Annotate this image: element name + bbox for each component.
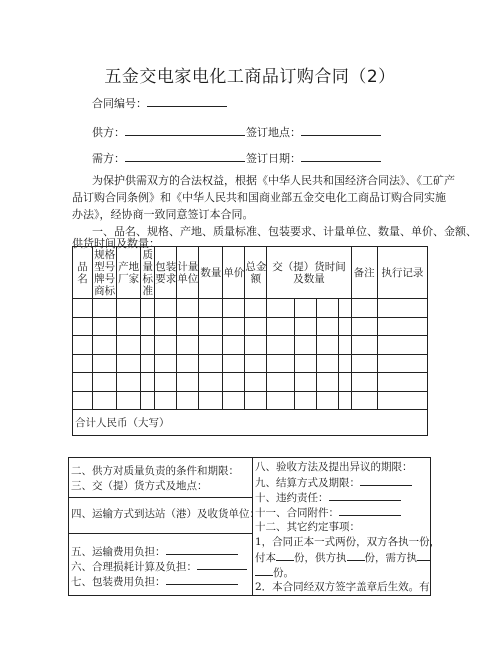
col-header-name: 品名 bbox=[73, 247, 93, 299]
buyer-row bbox=[92, 150, 245, 166]
copies-field-2[interactable] bbox=[347, 550, 365, 561]
clause-11-field[interactable] bbox=[339, 505, 401, 516]
copies-field-4[interactable] bbox=[255, 565, 273, 576]
table-row[interactable] bbox=[73, 391, 428, 410]
col-header-price: 单价 bbox=[223, 247, 245, 299]
items-table bbox=[72, 246, 428, 436]
table-row[interactable] bbox=[73, 317, 428, 336]
table-header-row bbox=[73, 247, 428, 299]
col-header-delivery: 交（提）货时间及数量 bbox=[267, 247, 351, 299]
supplier-row bbox=[92, 124, 245, 140]
clause-10-field[interactable] bbox=[329, 490, 401, 501]
table-row[interactable] bbox=[73, 373, 428, 392]
supplier-field[interactable] bbox=[125, 125, 245, 136]
intro-line-2: 品订购合同条例》和《中华人民共和国商业部五金交电化工商品订购合同实施 bbox=[72, 191, 446, 204]
clause-12-1b-part3: 份，需方执 bbox=[364, 552, 417, 564]
clause-5-row bbox=[71, 544, 250, 559]
clause-6-row bbox=[71, 559, 250, 574]
section1-line-1: 一、品名、规格、产地、质量标准、包装要求、计量单位、数量、单价、金额、 bbox=[92, 225, 477, 238]
clause-4: 四、运输方式到达站（港）及收货单位： bbox=[71, 508, 260, 521]
contract-no-field[interactable] bbox=[147, 96, 227, 107]
sign-date-field[interactable] bbox=[301, 151, 381, 162]
col-header-qty: 数量 bbox=[199, 247, 223, 299]
intro-line-1: 为保护供需双方的合法权益，根据《中华人民共和国经济合同法》、《工矿产 bbox=[92, 174, 455, 187]
clause-5-field[interactable] bbox=[166, 544, 238, 555]
sign-date-row bbox=[246, 150, 381, 166]
col-header-remark: 备注 bbox=[351, 247, 377, 299]
clause-12-1c-row bbox=[255, 565, 428, 580]
clause-12-1b-part1: 付本 bbox=[255, 552, 276, 564]
clause-6: 六、合理损耗计算及负担： bbox=[71, 561, 197, 574]
col-header-exec: 执行记录 bbox=[377, 247, 427, 299]
clause-3: 三、交（提）货方式及地点： bbox=[71, 480, 208, 492]
clause-10-row bbox=[255, 490, 428, 505]
clauses-left-bottom bbox=[69, 534, 253, 596]
col-header-pack: 包装要求 bbox=[155, 247, 177, 299]
buyer-field[interactable] bbox=[125, 151, 245, 162]
clause-12-1c: 份。 bbox=[273, 567, 294, 579]
page-title: 五金交电家电化工商品订购合同（2） bbox=[104, 67, 396, 87]
copies-field-1[interactable] bbox=[276, 550, 294, 561]
sign-place-label: 签订地点： bbox=[246, 126, 301, 139]
clauses-table bbox=[68, 457, 441, 596]
sign-place-field[interactable] bbox=[301, 125, 381, 136]
table-row[interactable] bbox=[73, 299, 428, 318]
clause-11-row bbox=[255, 505, 428, 520]
supplier-label: 供方： bbox=[92, 126, 125, 139]
section1-line-2: 供货时间及数量： bbox=[72, 237, 160, 250]
col-header-quality: 质量标准 bbox=[142, 248, 153, 297]
clause-9-row bbox=[255, 475, 428, 490]
clause-12-1a: 1，合同正本一式两份，双方各执一份， bbox=[255, 536, 441, 548]
clause-6-field[interactable] bbox=[197, 559, 247, 570]
contract-no-row bbox=[92, 95, 227, 111]
clause-12-1b-row bbox=[255, 550, 428, 565]
clause-9-field[interactable] bbox=[360, 475, 412, 486]
intro-line-3: 办法》，经协商一致同意签订本合同。 bbox=[72, 208, 254, 221]
col-header-unit: 计量单位 bbox=[177, 247, 199, 299]
buyer-label: 需方： bbox=[92, 152, 125, 165]
table-total-row bbox=[73, 410, 428, 436]
clauses-right bbox=[253, 458, 441, 596]
col-header-origin: 产地厂家 bbox=[117, 247, 141, 299]
clause-7: 七、包装费用负担： bbox=[71, 576, 166, 589]
clause-7-field[interactable] bbox=[166, 574, 238, 585]
col-header-total: 总金额 bbox=[245, 247, 267, 299]
sign-place-row bbox=[246, 124, 381, 140]
sign-date-label: 签订日期： bbox=[246, 152, 301, 165]
copies-field-3[interactable] bbox=[417, 550, 431, 561]
clause-12: 十二、其它约定事项： bbox=[255, 521, 360, 533]
clauses-left-top bbox=[69, 458, 253, 498]
contract-no-label: 合同编号： bbox=[92, 97, 147, 110]
clauses-left-mid bbox=[69, 498, 260, 534]
clause-11: 十一、合同附件： bbox=[255, 507, 339, 519]
clause-5: 五、运输费用负担： bbox=[71, 546, 166, 559]
table-row[interactable] bbox=[73, 336, 428, 355]
col-header-spec: 规格型号牌号商标 bbox=[94, 248, 116, 297]
clause-10: 十、违约责任： bbox=[255, 492, 329, 504]
clause-7-row bbox=[71, 574, 250, 589]
clause-8: 八、验收方法及提出异议的期限： bbox=[255, 461, 413, 473]
total-rmb-label[interactable]: 合计人民币（大写） bbox=[73, 410, 428, 436]
clause-9: 九、结算方式及期限： bbox=[255, 477, 360, 489]
clause-12-1b-part2: 份，供方执 bbox=[294, 552, 347, 564]
clause-2: 二、供方对质量负责的条件和期限： bbox=[71, 465, 239, 477]
table-row[interactable] bbox=[73, 354, 428, 373]
clause-12-2: 2．本合同经双方签字盖章后生效。有 bbox=[255, 581, 430, 593]
